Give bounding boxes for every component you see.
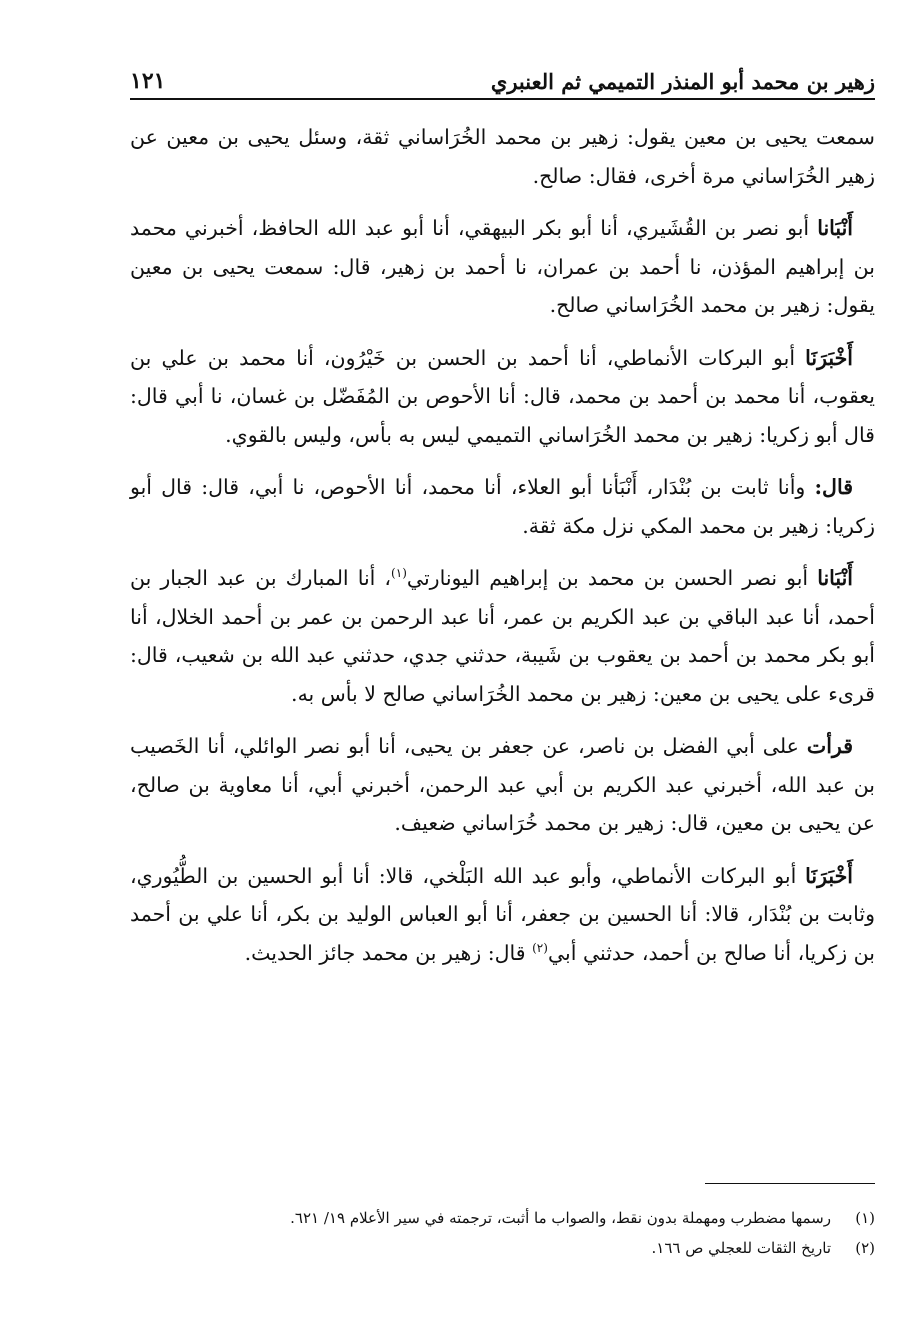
footnote-text: تاريخ الثقات للعجلي ص ١٦٦. [651,1239,831,1257]
paragraph-lead-word: أَنْبَانا [817,566,853,590]
paragraph [130,339,875,455]
paragraph-lead-word: أَنْبَانا [817,216,853,240]
paragraph-text: أبو البركات الأنماطي، وأبو عبد الله البَلْخي، قالا: أنا أبو الحسين بن الطُّيُوري، وثابت بن بُنْدَار، قالا: أنا الحسين بن جعفر، أنا أبو العباس الوليد بن بكر، أنا علي بن أحمد بن زكريا، أنا صالح بن أحمد، حدثني أبي [130,863,875,965]
paragraph-lead-word: قال: [814,475,853,499]
paragraph-lead-word: أَخْبَرَنَا [805,863,853,888]
footnote-text: رسمها مضطرب ومهملة بدون نقط، والصواب ما أثبت، ترجمته في سير الأعلام ١٩/ ٦٢١. [290,1209,831,1227]
paragraph [130,468,875,545]
paragraph-text: سمعت يحيى بن معين يقول: زهير بن محمد الخُرَاساني ثقة، وسئل يحيى بن معين عن زهير الخُرَاساني مرة أخرى، فقال: صالح. [130,125,875,188]
paragraph-text: على أبي الفضل بن ناصر، عن جعفر بن يحيى، أنا أبو نصر الوائلي، أنا الخَصيب بن عبد الله، أخبرني عبد الكريم بن أبي عبد الرحمن، أخبرني أبي، أنا معاوية بن صالح، عن يحيى بن معين، قال: زهير بن محمد خُرَاساني ضعيف. [130,734,875,835]
footnote-divider [705,1183,875,1184]
footnote-number: (١) [855,1209,875,1227]
footnote-reference[interactable]: (١) [391,566,407,581]
footnote [130,1203,875,1233]
running-header [130,58,875,100]
paragraph-text-continued: قال: زهير بن محمد جائز الحديث. [244,940,533,965]
paragraph-text-continued: ، أنا المبارك بن عبد الجبار بن أحمد، أنا عبد الباقي بن عبد الكريم بن عمر، أنا عبد الرحمن بن عمر بن أحمد الخلال، أنا أبو بكر محمد بن أحمد بن يعقوب بن شَيبة، حدثني جدي، حدثني عبد الله بن شعيب، قال: قرىء على يحيى بن معين: زهير بن محمد الخُرَاساني صالح لا بأس به. [130,566,875,706]
paragraph [130,857,875,973]
footnote-number: (٢) [855,1239,875,1257]
page-number: ١٢١ [130,68,166,94]
footnote-reference[interactable]: (٢) [532,940,548,955]
running-title: زهير بن محمد أبو المنذر التميمي ثم العنبري [490,69,875,94]
paragraph [130,209,875,325]
footnotes [130,1203,875,1263]
paragraph-lead-word: أَخْبَرَنَا [805,345,853,370]
paragraph-text: أبو البركات الأنماطي، أنا أحمد بن الحسن بن خَيْرُون، أنا محمد بن علي بن يعقوب، أنا محمد بن أحمد بن محمد، قال: أنا الأحوص بن المُفَضّل بن غسان، نا أبي قال: قال أبو زكريا: زهير بن محمد الخُرَاساني التميمي ليس به بأس، وليس بالقوي. [130,345,875,447]
paragraph [130,559,875,713]
paragraph [130,727,875,843]
paragraph-lead-word: قرأت [806,734,853,758]
paragraph-text: أبو نصر الحسن بن محمد بن إبراهيم اليونارتي [406,566,818,590]
footnote [130,1233,875,1263]
main-text [130,118,875,986]
paragraph [130,118,875,195]
paragraph-text: وأنا ثابت بن بُنْدَار، أَنْبَأنا أبو العلاء، أنا محمد، أنا الأحوص، نا أبي، قال: قال أبو زكريا: زهير بن محمد المكي نزل مكة ثقة. [130,475,875,538]
paragraph-text: أبو نصر بن القُشَيري، أنا أبو بكر البيهقي، أنا أبو عبد الله الحافظ، أخبرني محمد بن إبراهيم المؤذن، نا أحمد بن عمران، نا أحمد بن زهير، قال: سمعت يحيى بن معين يقول: زهير بن محمد الخُرَاساني صالح. [130,216,875,317]
